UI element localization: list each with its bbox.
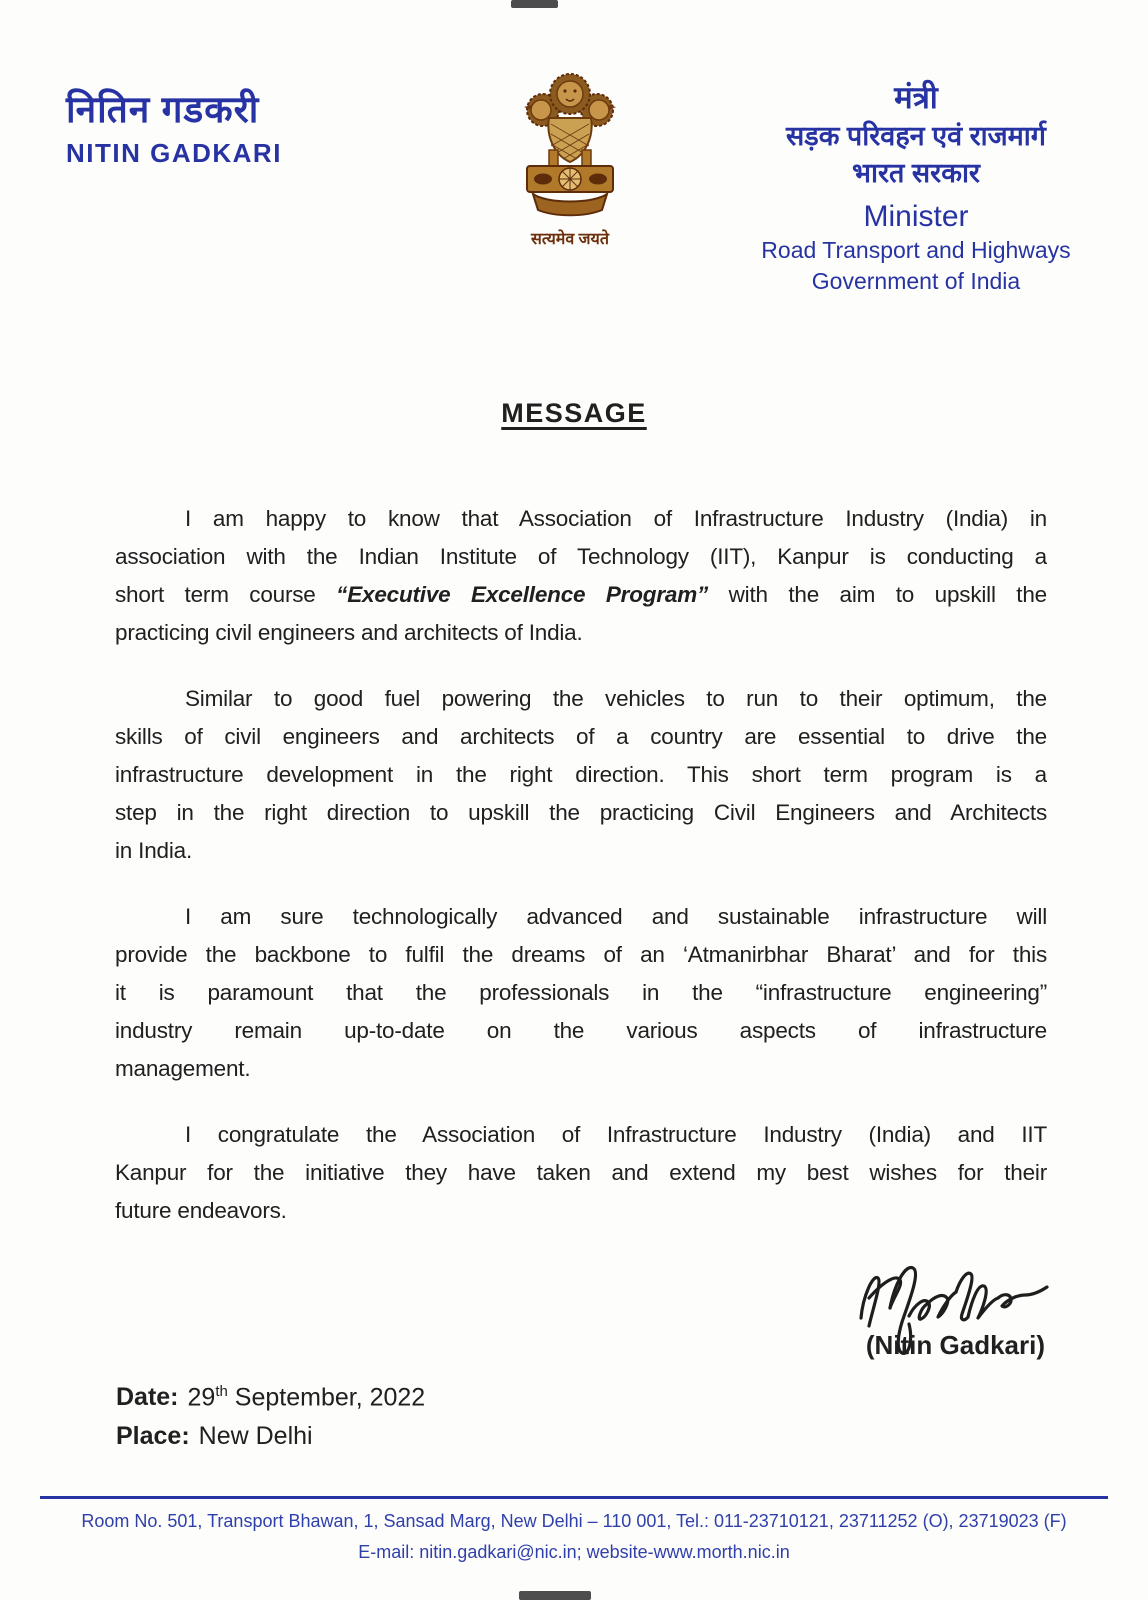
ministry-name-hindi: सड़क परिवहन एवं राजमार्ग: [786, 121, 1046, 151]
body-line: it is paramount that the professionals in the “infrastructure engineering”: [115, 980, 1047, 1005]
place-label: Place:: [116, 1422, 190, 1451]
body-line: association with the Indian Institute of Technology (IIT), Kanpur is conducting a: [115, 544, 1047, 569]
body-line: industry remain up-to-date on the various aspects of infrastructure: [115, 1018, 1047, 1043]
date-line: Date: 29th September, 2022: [116, 1383, 426, 1412]
ashoka-emblem-icon: [505, 58, 635, 253]
minister-title-english: Minister: [863, 200, 969, 233]
paragraph-3: [115, 898, 1047, 1088]
body-line: step in the right direction to upskill the practicing Civil Engineers and Architects: [115, 800, 1047, 825]
body-line: short term course “Executive Excellence Program” with the aim to upskill the: [115, 582, 1047, 607]
place-line: Place: New Delhi: [116, 1422, 313, 1451]
body-line: I am sure technologically advanced and sustainable infrastructure will: [185, 904, 1047, 929]
letter-body: [115, 500, 1047, 1258]
footer-divider: [40, 1496, 1108, 1499]
scan-artifact-bottom: [519, 1591, 591, 1600]
letterhead-right: [730, 78, 1102, 297]
body-line: I am happy to know that Association of Infrastructure Industry (India) in: [185, 506, 1047, 531]
body-line: skills of civil engineers and architects of a country are essential to drive the: [115, 724, 1047, 749]
minister-name-hindi: नितिन गडकरी: [66, 89, 260, 130]
body-line: practicing civil engineers and architects of India.: [115, 620, 583, 645]
body-line: in India.: [115, 838, 193, 863]
scan-artifact-top: [511, 0, 558, 8]
program-name-emphasis: “Executive Excellence Program”: [336, 582, 709, 607]
body-line: management.: [115, 1056, 251, 1081]
footer-address-line: Room No. 501, Transport Bhawan, 1, Sansad Marg, New Delhi – 110 001, Tel.: 011-23710121, 23711252 (O), 23719023 (F): [81, 1511, 1067, 1531]
paragraph-4: [115, 1116, 1047, 1230]
body-line: infrastructure development in the right direction. This short term program is a: [115, 762, 1047, 787]
letterhead-left: [66, 88, 282, 169]
footer-contact: [40, 1506, 1108, 1568]
government-name-hindi: भारत सरकार: [852, 158, 980, 188]
body-line: Similar to good fuel powering the vehicles to run to their optimum, the: [185, 686, 1047, 711]
signatory-name: (Nitin Gadkari): [865, 1330, 1045, 1360]
date-label: Date:: [116, 1383, 179, 1412]
body-line: future endeavors.: [115, 1198, 287, 1223]
ashoka-emblem: [505, 58, 635, 253]
date-place-block: [116, 1372, 425, 1456]
body-line: Kanpur for the initiative they have taken and extend my best wishes for their: [115, 1160, 1047, 1185]
body-line: provide the backbone to fulfil the dreams of an ‘Atmanirbhar Bharat’ and for this: [115, 942, 1047, 967]
body-line: I congratulate the Association of Infrastructure Industry (India) and IIT: [185, 1122, 1047, 1147]
emblem-motto: सत्यमेव जयते: [531, 231, 609, 248]
footer-email-line: E-mail: nitin.gadkari@nic.in; website-www.morth.nic.in: [358, 1542, 790, 1562]
message-title: MESSAGE: [501, 398, 647, 428]
ministry-name-english: Road Transport and Highways: [761, 237, 1071, 263]
paragraph-1: [115, 500, 1047, 652]
government-name-english: Government of India: [811, 268, 1021, 294]
minister-name-english: NITIN GADKARI: [66, 138, 282, 168]
paragraph-2: [115, 680, 1047, 870]
minister-title-hindi: मंत्री: [894, 80, 938, 115]
